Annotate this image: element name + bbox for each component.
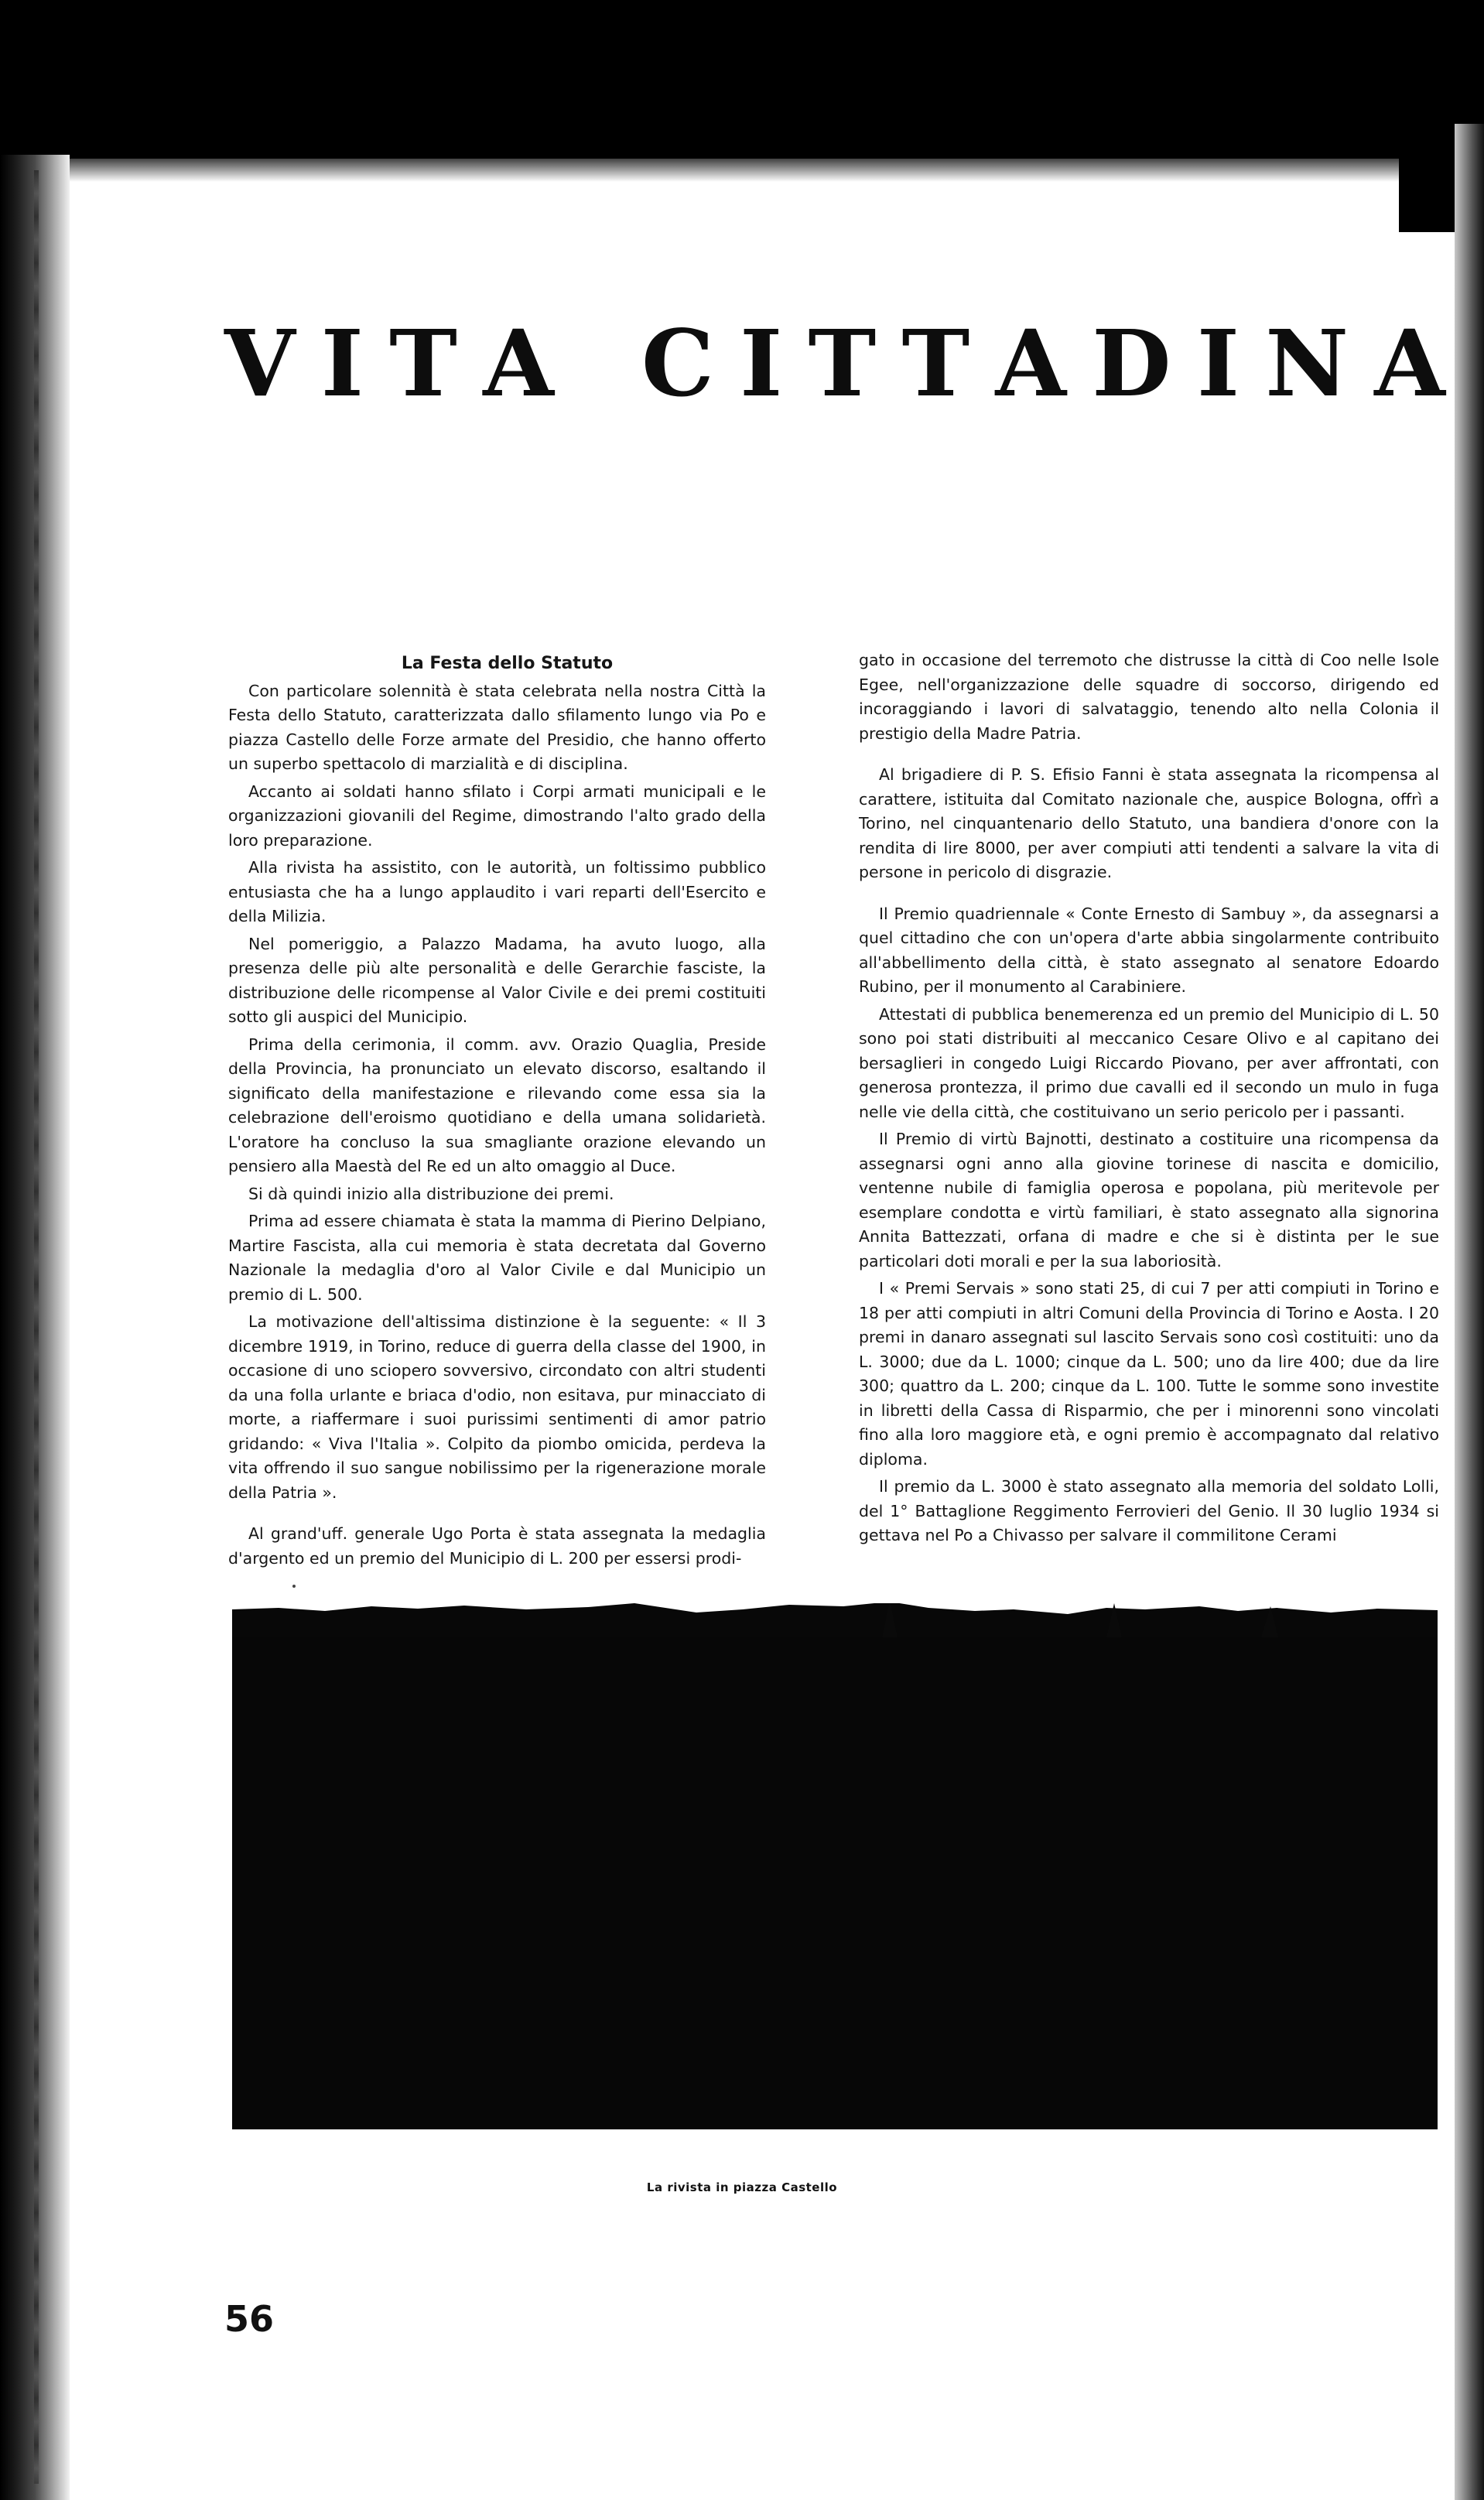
photo-treeline	[232, 1603, 1438, 1637]
header-letter: A	[1374, 310, 1447, 417]
header-letter: T	[808, 310, 878, 417]
article-paragraph: Al brigadiere di P. S. Efisio Fanni è stata assegnata la ricompensa al carattere, istituita dal Comitato nazionale che, auspice Bologna, offrì a Torino, nel cinquantenario dello Statuto, una bandiera d'onore con la rendita di lire 8000, per aver compiuti atti tendenti a salvare la vita di persone in pericolo di disgrazie.	[859, 765, 1439, 881]
article-paragraph: gato in occasione del terremoto che distrusse la città di Coo nelle Isole Egee, nell'organizzazione delle squadre di soccorso, dirigendo ed incoraggiando i lavori di salvataggio, tenendo alto nella Colonia il prestigio della Madre Patria.	[859, 651, 1439, 743]
page-header-title	[224, 310, 1447, 417]
photo-caption: La rivista in piazza Castello	[646, 2180, 838, 2194]
article-paragraph: Alla rivista ha assistito, con le autorità, un foltissimo pubblico entusiasta che ha a lungo applaudito i vari reparti dell'Esercito e della Milizia.	[228, 858, 766, 925]
header-letter: T	[901, 310, 972, 417]
header-letter: T	[389, 310, 459, 417]
article-paragraph: Prima della cerimonia, il comm. avv. Orazio Quaglia, Preside della Provincia, ha pronunciato un elevato discorso, esaltando il significato della manifestazione e rilevando come essa sia la celebrazione dell'eroismo quotidiano e della umana solidarietà. L'oratore ha concluso la sua smagliante orazione elevando un pensiero alla Maestà del Re ed un alto omaggio al Duce.	[228, 1035, 766, 1175]
header-letter: A	[483, 310, 556, 417]
article-paragraph: Accanto ai soldati hanno sfilato i Corpi armati municipali e le organizzazioni giovanili del Regime, dimostrando l'alto grado della loro preparazione.	[228, 781, 766, 850]
header-letter: D	[1092, 310, 1173, 417]
article-paragraph: Con particolare solennità è stata celebrata nella nostra Città la Festa dello Statuto, caratterizzata dallo sfilamento lungo via Po e piazza Castello delle Forze armate del Presidio, che hanno offerto un superbo spettacolo di marzialità e di disciplina.	[228, 681, 766, 773]
header-letter: V	[224, 310, 297, 417]
article-paragraph: Il Premio di virtù Bajnotti, destinato a costituire una ricompensa da assegnarsi ogni anno alla giovine torinese di nascita e domicilio, ventenne nubile di famiglia operosa e popolana, più meritevole per esemplare condotta e virtù familiari, è stato assegnato alla signorina Annita Battezzati, orfana di madre e che si è distinta per le sue particolari doti morali e per la sua laboriosità.	[859, 1130, 1439, 1271]
scan-right-border	[1455, 124, 1484, 2500]
scan-binding-line	[34, 170, 39, 2484]
header-letter: A	[995, 310, 1069, 417]
header-letter: I	[320, 310, 365, 417]
article-paragraph: Nel pomeriggio, a Palazzo Madama, ha avuto luogo, alla presenza delle più alte personalità e delle Gerarchie fasciste, la distribuzione delle ricompense al Valor Civile e dei premi costituiti sotto gli auspici del Municipio.	[228, 934, 766, 1026]
article-paragraph: Prima ad essere chiamata è stata la mamma di Pierino Delpiano, Martire Fascista, alla cui memoria è stata decretata dal Governo Nazionale la medaglia d'oro al Valor Civile e dal Municipio un premio di L. 500.	[228, 1212, 766, 1304]
article-paragraph: I « Premi Servais » sono stati 25, di cui 7 per atti compiuti in Torino e 18 per atti compiuti in altri Comuni della Provincia di Torino e Aosta. I 20 premi in danaro assegnati sul lascito Servais sono così costituiti: uno da L. 3000; due da L. 1000; cinque da L. 500; uno da lire 400; due da lire 300; quattro da L. 200; cinque da L. 100. Tutte le somme sono investite in libretti della Cassa di Risparmio, che per i minorenni sono vincolati fino alla loro maggiore età, e ogni premio è accompagnato dal relativo diploma.	[859, 1279, 1439, 1469]
scan-top-shadow	[0, 151, 1484, 182]
article-paragraph: Si dà quindi inizio alla distribuzione dei premi.	[248, 1184, 614, 1203]
header-letter: N	[1265, 310, 1351, 417]
article-paragraph: La motivazione dell'altissima distinzione è la seguente: « Il 3 dicembre 1919, in Torino, reduce di guerra della classe del 1900, in occasione di uno sciopero sovversivo, circondato con altri studenti da una folla urlante e briaca d'odio, non esitava, pur minacciato di morte, a riaffermare i suoi purissimi sentimenti di amor patrio gridando: « Viva l'Italia ». Colpito da piombo omicida, perdeva la vita offrendo il suo sangue nobilissimo per la rigenerazione morale della Patria ».	[228, 1312, 766, 1502]
scan-speck	[292, 1585, 296, 1588]
article-paragraph: Attestati di pubblica benemerenza ed un premio del Municipio di L. 50 sono poi stati distribuiti al meccanico Cesare Olivo e al capitano dei bersaglieri in congedo Luigi Riccardo Piovano, per aver affrontati, con generosa prontezza, il primo due cavalli ed il secondo un mulo in fuga nelle vie della città, che costituivano un serio pericolo per i passanti.	[859, 1004, 1439, 1121]
header-letter: C	[641, 310, 716, 417]
scan-top-border	[0, 0, 1484, 159]
article-column-right	[859, 648, 1439, 1551]
section-title: La Festa dello Statuto	[401, 654, 614, 673]
photo-parade	[232, 1603, 1438, 2129]
article-paragraph: Il premio da L. 3000 è stato assegnato alla memoria del soldato Lolli, del 1° Battaglione Reggimento Ferrovieri del Genio. Il 30 luglio 1934 si gettava nel Po a Chivasso per salvare il commilitone Cerami	[859, 1477, 1439, 1544]
article-column-left	[228, 652, 766, 1574]
header-letter: I	[1196, 310, 1242, 417]
article-paragraph: Al grand'uff. generale Ugo Porta è stata assegnata la medaglia d'argento ed un premio del Municipio di L. 200 per essersi prodi-	[228, 1524, 766, 1568]
article-paragraph: Il Premio quadriennale « Conte Ernesto di Sambuy », da assegnarsi a quel cittadino che con un'opera d'arte abbia singolarmente contribuito all'abbellimento della città, è stato assegnato al senatore Edoardo Rubino, per il monumento al Carabiniere.	[859, 904, 1439, 996]
page-number: 56	[224, 2298, 275, 2340]
header-letter: I	[740, 310, 785, 417]
